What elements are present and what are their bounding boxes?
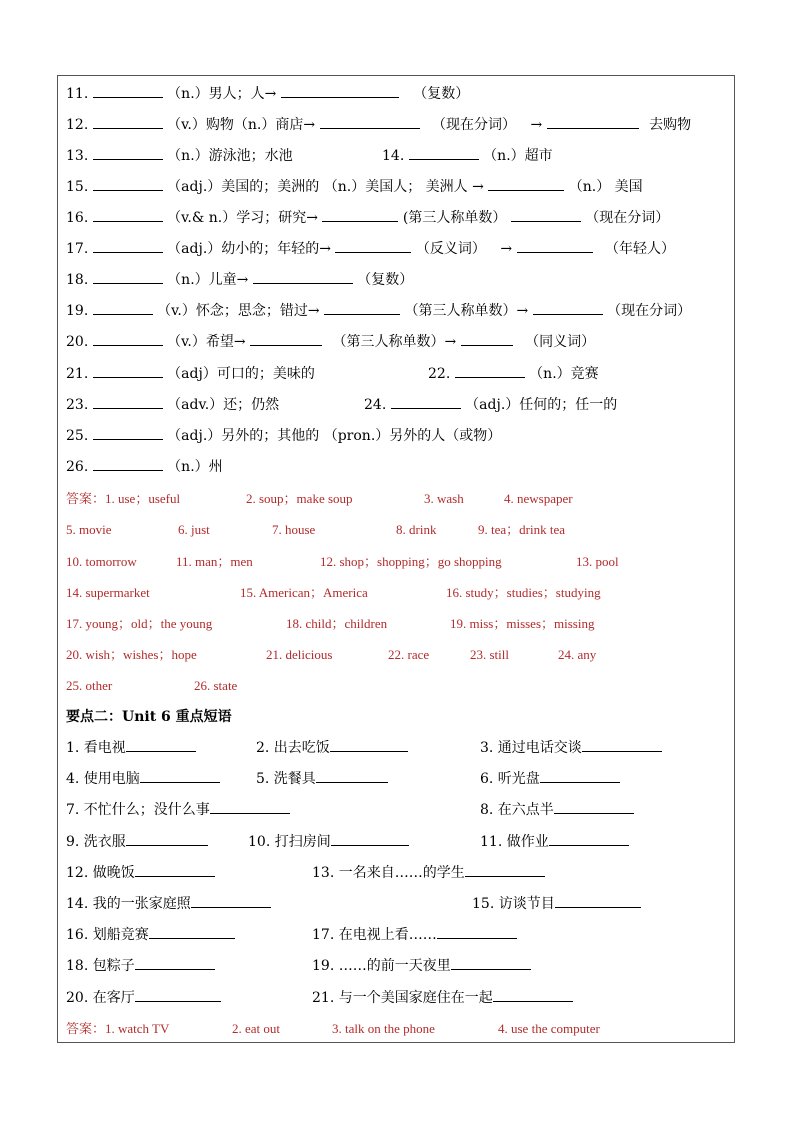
- answer-blank[interactable]: [488, 178, 564, 191]
- answer-blank[interactable]: [331, 833, 409, 846]
- answer-blank[interactable]: [451, 957, 531, 970]
- item-number: 11.: [66, 86, 89, 102]
- vocab-item-25: 25. （adj.）另外的；其他的 （pron.）另外的人（或物）: [66, 428, 502, 444]
- vocab-item-11: 11. （n.）男人；人→ （复数）: [66, 86, 470, 102]
- answer-blank[interactable]: [93, 302, 153, 315]
- answer-blank[interactable]: [335, 240, 411, 253]
- answer-blank[interactable]: [253, 271, 353, 284]
- answer-blank[interactable]: [409, 147, 479, 160]
- answer-blank[interactable]: [554, 801, 634, 814]
- vocab-item-15: 15. （adj.）美国的；美洲的 （n.）美国人； 美洲人 → （n.） 美国: [66, 179, 643, 195]
- answer-blank[interactable]: [517, 240, 593, 253]
- vocab-item-18: 18. （n.）儿童→ （复数）: [66, 272, 414, 288]
- answer-blank[interactable]: [93, 333, 163, 346]
- answer-blank[interactable]: [93, 271, 163, 284]
- answer-blank[interactable]: [93, 365, 163, 378]
- answer-blank[interactable]: [210, 801, 290, 814]
- answer-blank[interactable]: [582, 739, 662, 752]
- answer-blank[interactable]: [126, 739, 196, 752]
- answer-blank[interactable]: [511, 209, 581, 222]
- answer-blank[interactable]: [149, 926, 235, 939]
- answer-blank[interactable]: [135, 957, 215, 970]
- answer-blank[interactable]: [437, 926, 517, 939]
- answer-blank[interactable]: [493, 989, 573, 1002]
- vocab-item-19: 19. （v.）怀念；思念；错过→ （第三人称单数）→ （现在分词）: [66, 303, 692, 319]
- answer-blank[interactable]: [465, 864, 545, 877]
- answer-blank[interactable]: [93, 147, 163, 160]
- answer-blank[interactable]: [93, 427, 163, 440]
- answer-blank[interactable]: [391, 396, 461, 409]
- answer-blank[interactable]: [140, 770, 220, 783]
- answer-blank[interactable]: [93, 178, 163, 191]
- vocab-item-26: 26. （n.）州: [66, 459, 223, 475]
- answer-blank[interactable]: [322, 209, 398, 222]
- answer-blank[interactable]: [191, 895, 271, 908]
- answer-blank[interactable]: [93, 116, 163, 129]
- answer-blank[interactable]: [93, 240, 163, 253]
- answer-blank[interactable]: [135, 864, 215, 877]
- answer-blank[interactable]: [316, 770, 388, 783]
- answer-blank[interactable]: [455, 365, 525, 378]
- answer-blank[interactable]: [250, 333, 322, 346]
- answer-blank[interactable]: [93, 458, 163, 471]
- vocab-item-12: 12. （v.）购物（n.）商店→ （现在分词） → 去购物: [66, 117, 692, 133]
- section-heading: 要点二：Unit 6 重点短语: [66, 709, 232, 725]
- answer-blank[interactable]: [281, 85, 399, 98]
- answer-blank[interactable]: [93, 209, 163, 222]
- answer-blank[interactable]: [547, 116, 639, 129]
- answer-blank[interactable]: [135, 989, 221, 1002]
- vocab-item-16: 16. （v.& n.）学习；研究→ (第三人称单数） （现在分词）: [66, 210, 670, 226]
- answer-blank[interactable]: [533, 302, 603, 315]
- answer-blank[interactable]: [461, 333, 513, 346]
- answer-blank[interactable]: [93, 85, 163, 98]
- answer-blank[interactable]: [324, 302, 400, 315]
- answer-blank[interactable]: [330, 739, 408, 752]
- answer-blank[interactable]: [555, 895, 641, 908]
- answer-blank[interactable]: [320, 116, 420, 129]
- answer-blank[interactable]: [549, 833, 629, 846]
- vocab-item-20: 20. （v.）希望→ （第三人称单数）→ （同义词）: [66, 334, 596, 350]
- answer-blank[interactable]: [126, 833, 208, 846]
- vocab-item-17: 17. （adj.）幼小的；年轻的→ （反义词） → （年轻人）: [66, 241, 676, 257]
- answer-blank[interactable]: [540, 770, 620, 783]
- answer-blank[interactable]: [93, 396, 163, 409]
